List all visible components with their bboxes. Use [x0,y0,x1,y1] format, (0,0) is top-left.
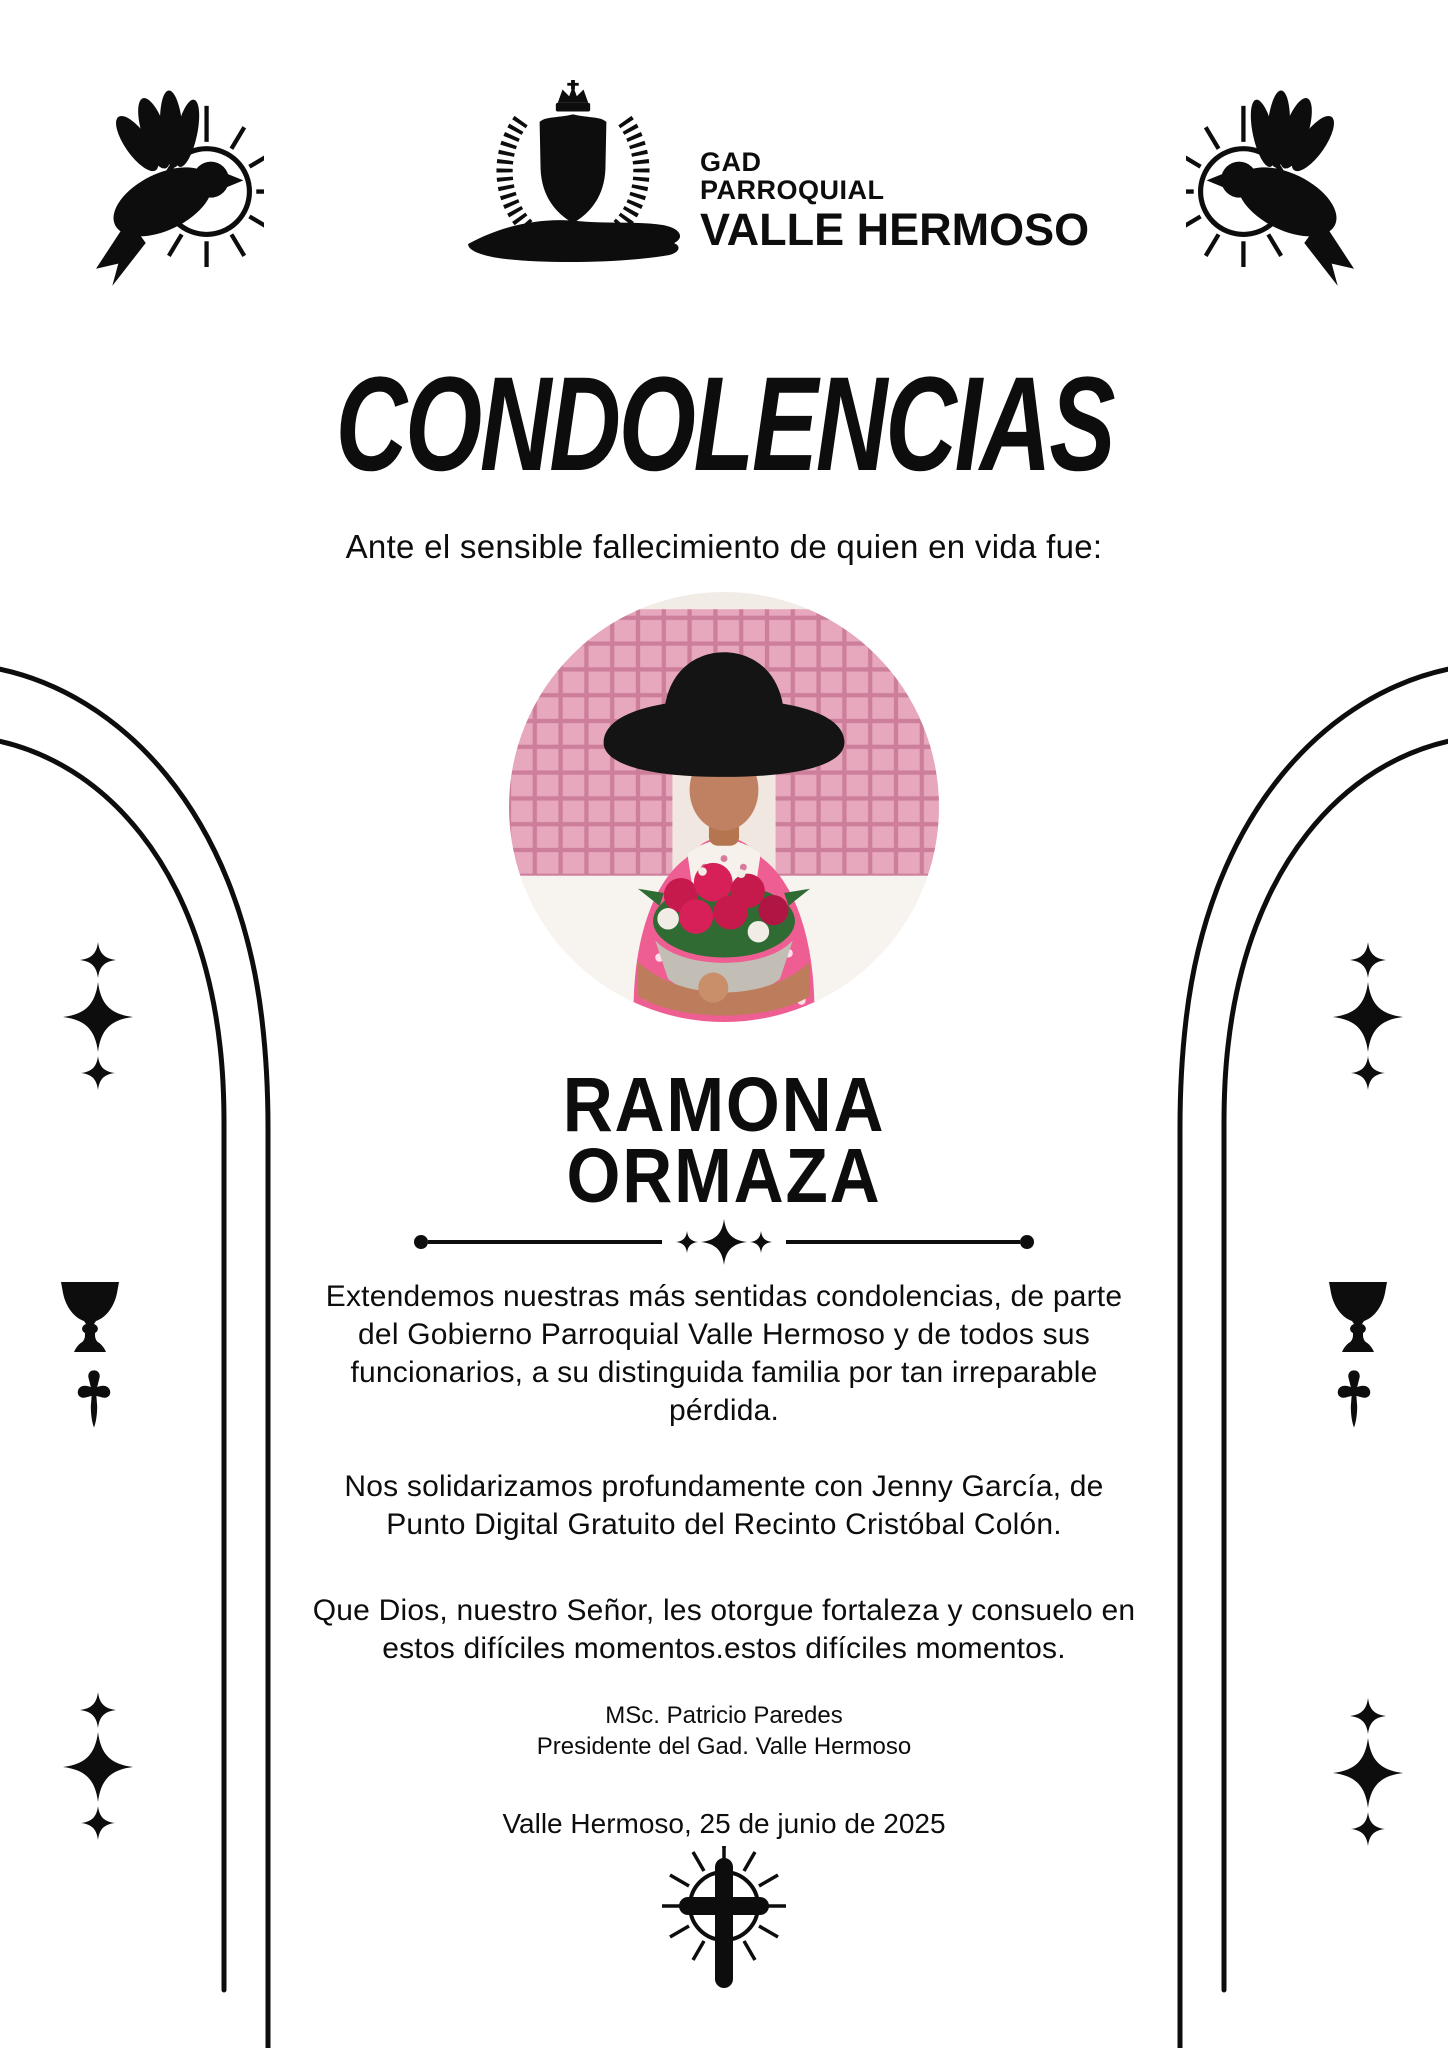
parish-crest-icon [448,80,698,266]
dove-sun-icon [1186,90,1366,288]
logo-line-gad: GAD [700,147,762,177]
sparkle-cluster-icon [56,942,140,1092]
sparkle-cluster-icon [1326,1698,1410,1848]
logo-line-valle-hermoso: VALLE HERMOSO [700,204,1090,255]
radiant-cross-icon [644,1846,804,2016]
sparkle-icon [676,1231,698,1253]
solidarity-paragraph: Nos solidarizamos profundamente con Jenny García, de Punto Digital Gratuito del Recinto Cristóbal Colón. [344,1470,1104,1541]
condolence-paragraph: Extendemos nuestras más sentidas condolencias, de parte del Gobierno Parroquial Valle Hermoso y de todos sus funcionarios, a su distinguida familia por tan irreparable pérdida. [325,1280,1123,1427]
sparkle-icon [701,1219,747,1265]
intro-line: Ante el sensible fallecimiento de quien en vida fue: [345,528,1103,565]
deceased-name-line2: ORMAZA [566,1133,882,1219]
chalice-icon [1327,1280,1389,1354]
divider-dot-icon [1020,1235,1034,1249]
divider-dot-icon [414,1235,428,1249]
dove-sun-icon [84,90,264,288]
sparkle-cluster-icon [1326,942,1410,1092]
dateline: Valle Hermoso, 25 de junio de 2025 [502,1808,946,1839]
signature-name: MSc. Patricio Paredes [605,1702,843,1729]
divider-line [428,1240,662,1244]
signature-block [0,1700,1448,1762]
deceased-name [0,1062,1448,1219]
deceased-name-line1: RAMONA [562,1062,886,1148]
logo-line-parroquial: PARROQUIAL [700,175,885,205]
chalice-icon [59,1280,121,1354]
ornamental-divider [414,1218,1034,1266]
blessing-paragraph: Que Dios, nuestro Señor, les otorgue fortaleza y consuelo en estos difíciles momentos.estos difíciles momentos. [312,1594,1136,1665]
sparkle-cluster-icon [56,1692,140,1842]
sparkle-icon [750,1231,772,1253]
deceased-portrait-photo [509,592,939,1022]
divider-line [786,1240,1020,1244]
budded-cross-icon [1330,1368,1378,1430]
page-title: CONDOLENCIAS [335,350,1113,499]
signature-role: Presidente del Gad. Valle Hermoso [536,1733,912,1760]
logo-wordmark [700,148,1089,253]
budded-cross-icon [70,1368,118,1430]
